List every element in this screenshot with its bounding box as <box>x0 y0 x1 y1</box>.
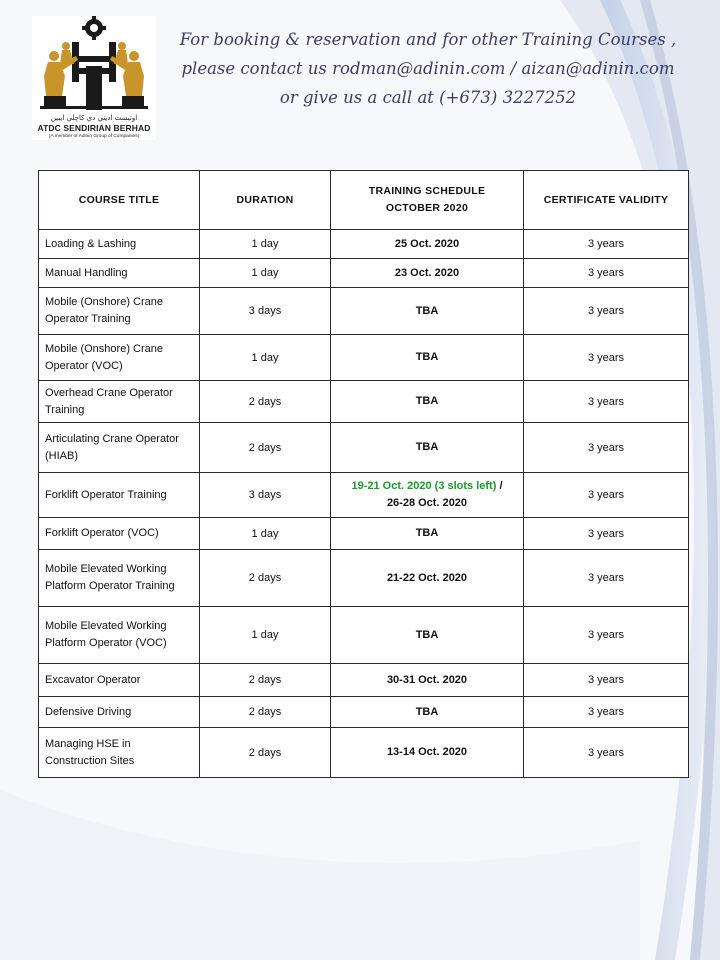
course-title: Mobile (Onshore) Crane Operator Training <box>39 288 200 335</box>
course-title: Mobile Elevated Working Platform Operator Training <box>39 550 200 607</box>
schedule-line-1 <box>337 478 517 495</box>
schedule <box>331 473 524 518</box>
schedule-tba: TBA <box>331 518 524 550</box>
duration: 1 day <box>200 230 331 259</box>
header-training-schedule <box>331 171 524 230</box>
table-row <box>39 518 689 550</box>
validity: 3 years <box>524 288 689 335</box>
company-tagline: (A member of Adinin Group of Companies) <box>48 134 140 139</box>
course-title: Articulating Crane Operator (HIAB) <box>39 423 200 473</box>
schedule-tba: TBA <box>331 381 524 423</box>
header-course-title: COURSE TITLE <box>39 171 200 230</box>
validity: 3 years <box>524 697 689 728</box>
table-row <box>39 473 689 518</box>
duration: 1 day <box>200 335 331 381</box>
table-row <box>39 550 689 607</box>
course-title: Manual Handling <box>39 259 200 288</box>
course-title: Mobile Elevated Working Platform Operator (VOC) <box>39 607 200 664</box>
table-row <box>39 230 689 259</box>
validity: 3 years <box>524 518 689 550</box>
course-title: Overhead Crane Operator Training <box>39 381 200 423</box>
table-row <box>39 697 689 728</box>
contact-line-1: For booking & reservation and for other Training Courses , <box>179 30 677 49</box>
table-header-row <box>39 171 689 230</box>
company-name: ATDC SENDIRIAN BERHAD <box>37 123 151 133</box>
table-row <box>39 728 689 778</box>
table-row <box>39 607 689 664</box>
schedule-slots-left: 19-21 Oct. 2020 (3 slots left) <box>351 480 497 492</box>
validity: 3 years <box>524 423 689 473</box>
duration: 3 days <box>200 473 331 518</box>
course-title: Forklift Operator Training <box>39 473 200 518</box>
table-row <box>39 335 689 381</box>
schedule: 21-22 Oct. 2020 <box>331 550 524 607</box>
validity: 3 years <box>524 664 689 697</box>
validity: 3 years <box>524 259 689 288</box>
validity: 3 years <box>524 607 689 664</box>
duration: 2 days <box>200 664 331 697</box>
duration: 1 day <box>200 607 331 664</box>
table-row <box>39 259 689 288</box>
schedule-separator: / <box>496 480 503 492</box>
schedule-tba: TBA <box>331 697 524 728</box>
header-schedule-line2: OCTOBER 2020 <box>385 202 469 214</box>
contact-info <box>168 25 688 112</box>
validity: 3 years <box>524 550 689 607</box>
schedule-tba: TBA <box>331 288 524 335</box>
course-title: Managing HSE in Construction Sites <box>39 728 200 778</box>
schedule: 25 Oct. 2020 <box>331 230 524 259</box>
header-duration: DURATION <box>200 171 331 230</box>
contact-line-3: or give us a call at (+673) 3227252 <box>279 88 577 107</box>
duration: 2 days <box>200 728 331 778</box>
table-row <box>39 664 689 697</box>
validity: 3 years <box>524 230 689 259</box>
company-logo <box>32 16 156 140</box>
course-title: Mobile (Onshore) Crane Operator (VOC) <box>39 335 200 381</box>
table-row <box>39 288 689 335</box>
validity: 3 years <box>524 728 689 778</box>
course-title: Defensive Driving <box>39 697 200 728</box>
duration: 2 days <box>200 423 331 473</box>
schedule-line-2: 26-28 Oct. 2020 <box>386 497 468 509</box>
schedule-tba: TBA <box>331 607 524 664</box>
duration: 2 days <box>200 697 331 728</box>
duration: 3 days <box>200 288 331 335</box>
header-schedule-line1: TRAINING SCHEDULE <box>368 185 486 197</box>
table-row <box>39 381 689 423</box>
course-title: Loading & Lashing <box>39 230 200 259</box>
validity: 3 years <box>524 335 689 381</box>
schedule-tba: TBA <box>331 335 524 381</box>
schedule: 13-14 Oct. 2020 <box>331 728 524 778</box>
training-schedule-table <box>38 170 689 778</box>
logo-emblem-icon <box>32 16 156 124</box>
duration: 1 day <box>200 518 331 550</box>
course-title: Forklift Operator (VOC) <box>39 518 200 550</box>
duration: 2 days <box>200 381 331 423</box>
course-title: Excavator Operator <box>39 664 200 697</box>
schedule: 23 Oct. 2020 <box>331 259 524 288</box>
table-row <box>39 423 689 473</box>
duration: 2 days <box>200 550 331 607</box>
contact-line-2: please contact us rodman@adinin.com / aizan@adinin.com <box>181 59 675 78</box>
validity: 3 years <box>524 381 689 423</box>
logo-arabic-text: اوتيست اديني دي كاچلي ايبين <box>50 114 138 122</box>
duration: 1 day <box>200 259 331 288</box>
schedule-tba: TBA <box>331 423 524 473</box>
header-certificate-validity: CERTIFICATE VALIDITY <box>524 171 689 230</box>
validity: 3 years <box>524 473 689 518</box>
schedule: 30-31 Oct. 2020 <box>331 664 524 697</box>
